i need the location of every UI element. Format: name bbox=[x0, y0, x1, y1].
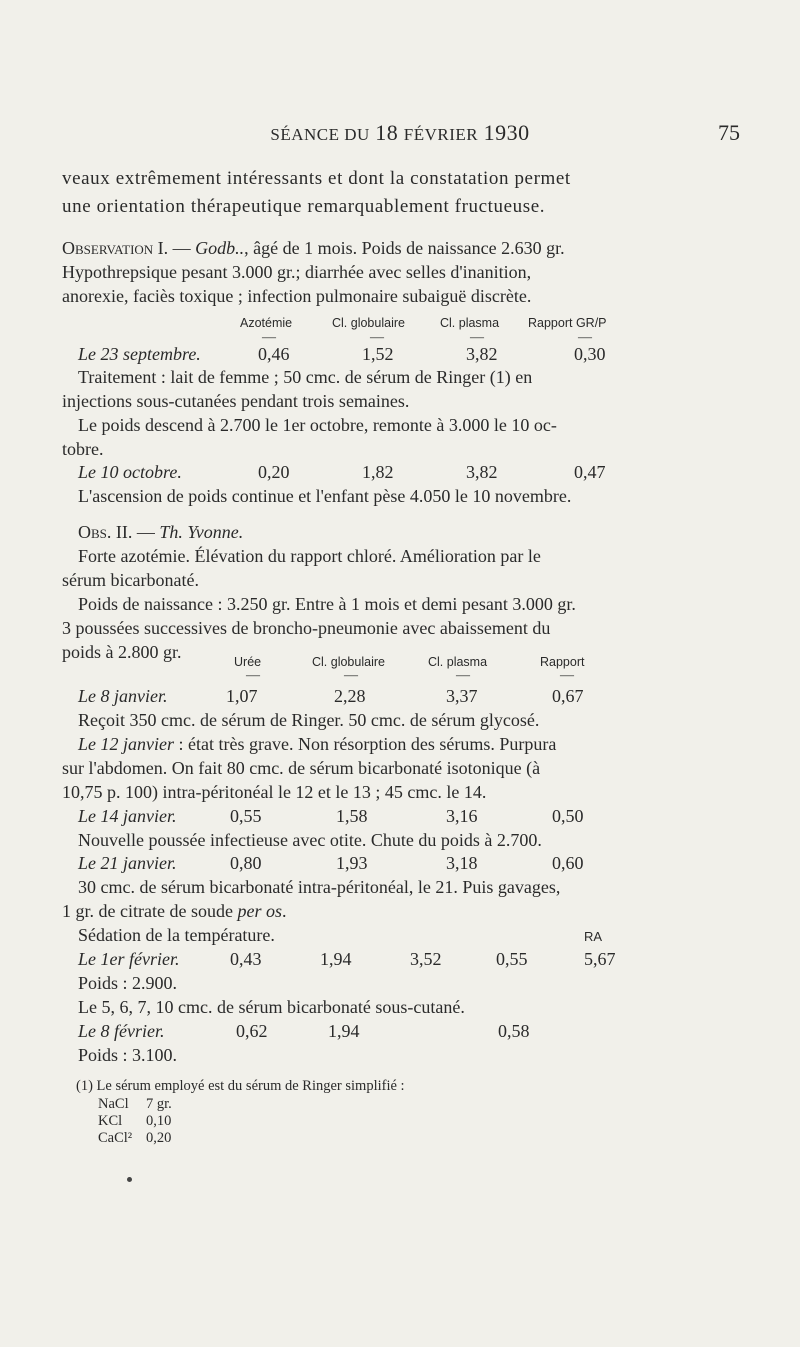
obs1-row1-v2: 1,52 bbox=[362, 344, 394, 364]
obs2-per-os: per os bbox=[237, 901, 282, 921]
running-header bbox=[60, 120, 740, 150]
footnote-cacl-value: 0,20 bbox=[146, 1130, 172, 1146]
obs2-poids-1: Poids : 2.900. bbox=[78, 973, 178, 993]
obs2-row2-v2: 1,58 bbox=[336, 806, 368, 826]
obs1-treatment-1: Traitement : lait de femme ; 50 cmc. de sérum de Ringer (1) en bbox=[78, 367, 533, 387]
obs2-patient: Th. Yvonne. bbox=[159, 522, 244, 542]
obs1-line-3: anorexie, faciès toxique ; infection pulmonaire subaiguë discrète. bbox=[62, 286, 532, 306]
obs2-text-3: sur l'abdomen. On fait 80 cmc. de sérum bicarbonaté isotonique (à bbox=[62, 758, 541, 778]
obs1-line-2: Hypothrepsique pesant 3.000 gr.; diarrhée avec selles d'inanition, bbox=[62, 262, 532, 282]
obs2-text-2-rest: : état très grave. Non résorption des sérums. Purpura bbox=[174, 734, 557, 754]
obs2-line-5: poids à 2.800 gr. bbox=[62, 642, 182, 662]
obs2-text-2 bbox=[78, 734, 556, 755]
intro-line-1: veaux extrêmement intéressants et dont la constatation permet bbox=[62, 168, 571, 189]
obs2-col-header-4: Rapport bbox=[540, 655, 585, 669]
obs1-patient: Godb.. bbox=[195, 238, 245, 258]
obs2-text-9: Le 5, 6, 7, 10 cmc. de sérum bicarbonaté sous-cutané. bbox=[78, 997, 465, 1017]
obs1-weight-1: Le poids descend à 2.700 le 1er octobre, remonte à 3.000 le 10 oc- bbox=[78, 415, 557, 435]
obs2-row5-v2: 1,94 bbox=[328, 1021, 360, 1041]
obs1-label: Observation I. bbox=[62, 238, 169, 258]
header-seance: SÉANCE DU bbox=[270, 125, 370, 144]
obs1-row2-v2: 1,82 bbox=[362, 462, 394, 482]
obs2-dash-2: — bbox=[344, 668, 358, 683]
obs2-row3-v2: 1,93 bbox=[336, 853, 368, 873]
obs1-row2-date: Le 10 octobre. bbox=[78, 462, 182, 482]
obs2-row2-v4: 0,50 bbox=[552, 806, 584, 826]
obs2-row3-v4: 0,60 bbox=[552, 853, 584, 873]
obs2-dash-4: — bbox=[560, 668, 574, 683]
obs1-dash-2: — bbox=[370, 330, 384, 345]
header-day: 18 bbox=[375, 120, 399, 145]
obs1-conclusion: L'ascension de poids continue et l'enfant pèse 4.050 le 10 novembre. bbox=[78, 486, 572, 506]
footnote-kcl-name: KCl bbox=[98, 1113, 123, 1129]
header-title bbox=[60, 120, 740, 146]
obs1-row1-v1: 0,46 bbox=[258, 344, 290, 364]
obs1-row1-v4: 0,30 bbox=[574, 344, 606, 364]
obs2-text-4: 10,75 p. 100) intra-péritonéal le 12 et le 13 ; 45 cmc. le 14. bbox=[62, 782, 487, 802]
obs1-row2-v3: 3,82 bbox=[466, 462, 498, 482]
obs2-row2-date: Le 14 janvier. bbox=[78, 806, 177, 826]
obs2-col-header-3: Cl. plasma bbox=[428, 655, 488, 669]
obs2-row3-v1: 0,80 bbox=[230, 853, 262, 873]
obs1-treatment-2: injections sous-cutanées pendant trois semaines. bbox=[62, 391, 410, 411]
footnote-line-1: (1) Le sérum employé est du sérum de Ringer simplifié : bbox=[76, 1078, 405, 1094]
obs2-row3-date: Le 21 janvier. bbox=[78, 853, 177, 873]
obs2-col-header-1: Urée bbox=[234, 655, 262, 669]
obs1-dash: — bbox=[168, 238, 196, 258]
header-month: FÉVRIER bbox=[403, 125, 479, 144]
obs2-row5-v1: 0,62 bbox=[236, 1021, 268, 1041]
obs2-row1-date: Le 8 janvier. bbox=[78, 686, 168, 706]
obs2-text-6: 30 cmc. de sérum bicarbonaté intra-péritonéal, le 21. Puis gavages, bbox=[78, 877, 561, 897]
obs2-row1-v3: 3,37 bbox=[446, 686, 478, 706]
obs1-dash-3: — bbox=[470, 330, 484, 345]
obs2-row4-v2: 1,94 bbox=[320, 949, 352, 969]
page-number: 75 bbox=[718, 120, 740, 145]
obs1-row1-v3: 3,82 bbox=[466, 344, 498, 364]
ink-dot bbox=[127, 1177, 132, 1182]
footnote-kcl-value: 0,10 bbox=[146, 1113, 172, 1129]
obs1-weight-2: tobre. bbox=[62, 439, 104, 459]
obs2-row4-date: Le 1er février. bbox=[78, 949, 180, 969]
obs2-row1-v2: 2,28 bbox=[334, 686, 366, 706]
obs2-text-5: Nouvelle poussée infectieuse avec otite. Chute du poids à 2.700. bbox=[78, 830, 542, 850]
obs1-heading-rest: , âgé de 1 mois. Poids de naissance 2.630 gr. bbox=[244, 238, 565, 258]
obs1-dash-4: — bbox=[578, 330, 592, 345]
obs2-row5-v4: 0,58 bbox=[498, 1021, 530, 1041]
obs2-row4-v4: 0,55 bbox=[496, 949, 528, 969]
obs2-date-12: Le 12 janvier bbox=[78, 734, 174, 754]
obs2-row4-v1: 0,43 bbox=[230, 949, 262, 969]
intro-line-2: une orientation thérapeutique remarquablement fructueuse. bbox=[62, 196, 546, 217]
obs1-row2-v1: 0,20 bbox=[258, 462, 290, 482]
obs1-col-header-4: Rapport GR/P bbox=[528, 316, 607, 330]
obs2-text-7a: 1 gr. de citrate de soude bbox=[62, 901, 238, 921]
obs2-row4-v3: 3,52 bbox=[410, 949, 442, 969]
obs2-row5-date: Le 8 février. bbox=[78, 1021, 165, 1041]
obs2-row1-v4: 0,67 bbox=[552, 686, 584, 706]
obs2-text-7c: . bbox=[281, 901, 287, 921]
obs2-row2-v3: 3,16 bbox=[446, 806, 478, 826]
obs1-col-header-1: Azotémie bbox=[240, 316, 293, 330]
obs2-label: Obs. II. bbox=[78, 522, 133, 542]
obs1-row2-v4: 0,47 bbox=[574, 462, 606, 482]
obs1-col-header-3: Cl. plasma bbox=[440, 316, 500, 330]
obs2-line-4: 3 poussées successives de broncho-pneumonie avec abaissement du bbox=[62, 618, 551, 638]
obs1-dash-1: — bbox=[262, 330, 276, 345]
obs2-line-3: Poids de naissance : 3.250 gr. Entre à 1 mois et demi pesant 3.000 gr. bbox=[78, 594, 576, 614]
obs2-row3-v3: 3,18 bbox=[446, 853, 478, 873]
header-year: 1930 bbox=[483, 120, 530, 145]
obs2-row4-v5: 5,67 bbox=[584, 949, 616, 969]
obs2-ra-header: RA bbox=[584, 929, 603, 944]
obs2-dash-1: — bbox=[246, 668, 260, 683]
footnote-nacl-name: NaCl bbox=[98, 1096, 129, 1112]
obs2-col-header-2: Cl. globulaire bbox=[312, 655, 385, 669]
obs2-row2-v1: 0,55 bbox=[230, 806, 262, 826]
obs2-dash-3: — bbox=[456, 668, 470, 683]
obs2-text-7 bbox=[62, 901, 286, 922]
obs2-poids-2: Poids : 3.100. bbox=[78, 1045, 178, 1065]
obs2-dash: — bbox=[132, 522, 160, 542]
obs1-row1-date: Le 23 septembre. bbox=[78, 344, 201, 364]
footnote-cacl-name: CaCl² bbox=[98, 1130, 133, 1146]
obs2-heading bbox=[78, 522, 243, 543]
obs2-line-2: sérum bicarbonaté. bbox=[62, 570, 199, 590]
obs2-text-8: Sédation de la température. bbox=[78, 925, 275, 945]
obs2-text-1: Reçoit 350 cmc. de sérum de Ringer. 50 cmc. de sérum glycosé. bbox=[78, 710, 540, 730]
obs2-line-1: Forte azotémie. Élévation du rapport chloré. Amélioration par le bbox=[78, 546, 541, 566]
obs1-col-header-2: Cl. globulaire bbox=[332, 316, 405, 330]
footnote-nacl-value: 7 gr. bbox=[146, 1096, 172, 1112]
obs1-heading bbox=[62, 238, 565, 259]
obs2-row1-v1: 1,07 bbox=[226, 686, 258, 706]
